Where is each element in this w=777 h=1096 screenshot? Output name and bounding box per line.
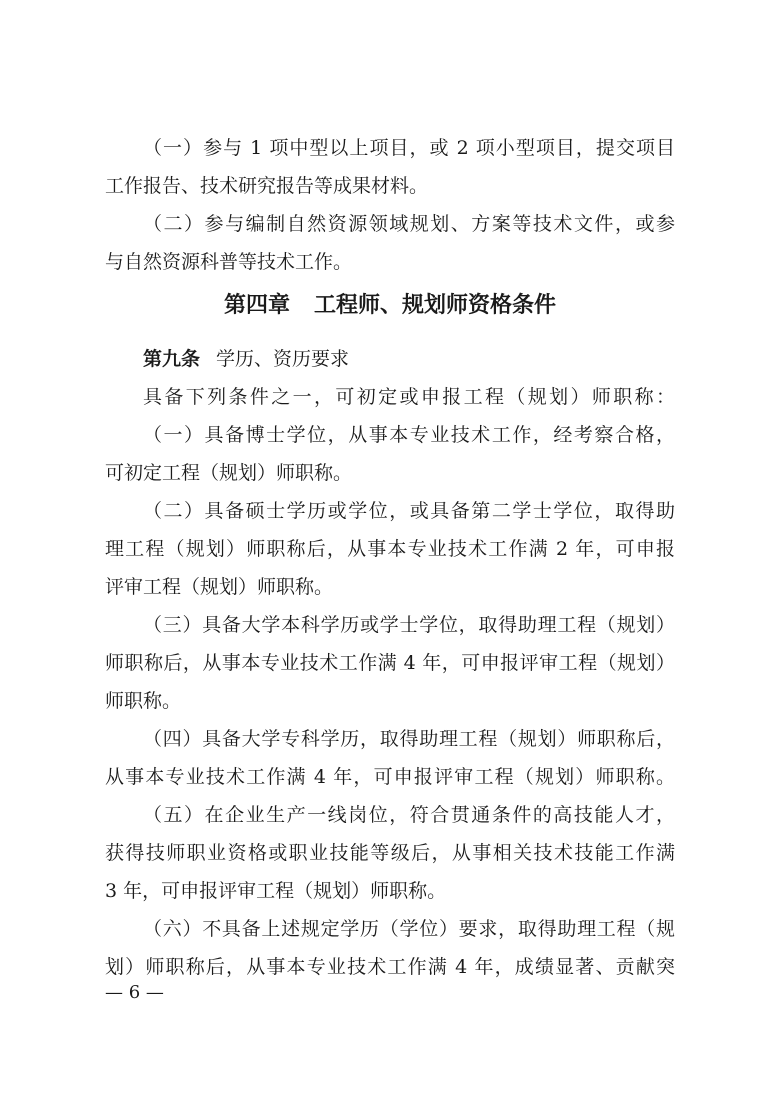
- item-2-line-1: （二）具备硕士学历或学位，或具备第二学士学位，取得助: [143, 500, 675, 522]
- item-4-line-2: 从事本专业技术工作满 4 年，可申报评审工程（规划）师职称。: [105, 766, 675, 788]
- item-3-line-2: 师职称后，从事本专业技术工作满 4 年，可申报评审工程（规划）: [105, 652, 675, 674]
- chapter-number: 第四章: [223, 292, 290, 318]
- item-5-line-2: 获得技师职业资格或职业技能等级后，从事相关技术技能工作满: [105, 842, 675, 864]
- paragraph-1-line-2: 工作报告、技术研究报告等成果材料。: [105, 175, 429, 197]
- page-number: — 6 —: [105, 982, 164, 1003]
- item-1-line-1: （一）具备博士学位，从事本专业技术工作，经考察合格，: [143, 424, 675, 446]
- item-3-line-3: 师职称。: [105, 690, 182, 712]
- item-5-line-3: 3 年，可申报评审工程（规划）师职称。: [105, 880, 447, 902]
- item-2-line-2: 理工程（规划）师职称后，从事本专业技术工作满 2 年，可申报: [105, 538, 675, 560]
- chapter-heading: [105, 283, 675, 327]
- article-title: 学历、资历要求: [216, 348, 350, 370]
- article-intro: 具备下列条件之一，可初定或申报工程（规划）师职称：: [143, 386, 675, 408]
- item-2-line-3: 评审工程（规划）师职称。: [105, 576, 334, 598]
- paragraph-2-line-1: （二）参与编制自然资源领域规划、方案等技术文件，或参: [143, 213, 675, 235]
- item-6-line-1: （六）不具备上述规定学历（学位）要求，取得助理工程（规: [143, 918, 675, 940]
- item-5-line-1: （五）在企业生产一线岗位，符合贯通条件的高技能人才，: [143, 804, 675, 826]
- item-4-line-1: （四）具备大学专科学历，取得助理工程（规划）师职称后，: [143, 728, 675, 750]
- article-heading: [143, 339, 675, 379]
- chapter-title: 工程师、规划师资格条件: [314, 292, 557, 318]
- paragraph-2-line-2: 与自然资源科普等技术工作。: [105, 251, 353, 273]
- paragraph-1-line-1: （一）参与 1 项中型以上项目，或 2 项小型项目，提交项目: [143, 137, 675, 159]
- article-number: 第九条: [143, 348, 201, 370]
- item-3-line-1: （三）具备大学本科学历或学士学位，取得助理工程（规划）: [143, 614, 675, 636]
- item-1-line-2: 可初定工程（规划）师职称。: [105, 462, 353, 484]
- item-6-line-2: 划）师职称后，从事本专业技术工作满 4 年，成绩显著、贡献突: [105, 956, 675, 978]
